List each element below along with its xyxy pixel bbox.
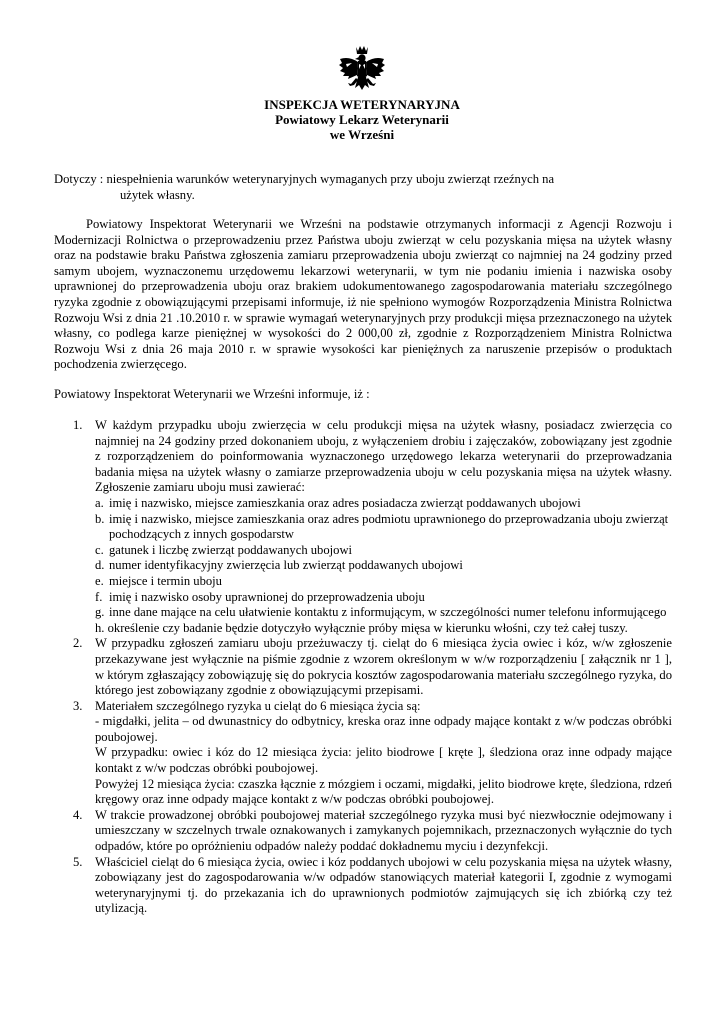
numbered-list	[54, 418, 672, 917]
sub-item-h: h. określenie czy badanie będzie dotyczyło wyłącznie próby mięsa w kierunku włośni, czy też całej tuszy.	[95, 620, 628, 635]
list-number: 1.	[73, 418, 83, 432]
subject-line-2: użytek własny.	[120, 187, 195, 202]
sub-letter: f.	[95, 589, 103, 604]
sub-item-a	[95, 496, 672, 512]
list-item-1	[54, 418, 672, 636]
sub-text: gatunek i liczbę zwierząt poddawanych ubojowi	[109, 542, 353, 557]
sub-item-c	[95, 543, 672, 559]
sub-item-e	[95, 574, 672, 590]
list-item-2	[54, 636, 672, 698]
institution-location: we Wrześni	[329, 127, 395, 142]
list-number: 4.	[73, 807, 83, 822]
polish-eagle-emblem	[337, 44, 387, 100]
sub-text: numer identyfikacyjny zwierzęcia lub zwierząt poddawanych ubojowi	[109, 558, 463, 573]
sub-item-f	[95, 590, 672, 606]
sub-letter: g.	[95, 605, 105, 620]
list-item-text: Materiałem szczególnego ryzyka u cieląt do 6 miesiąca życia są:	[95, 698, 421, 713]
institution-subtitle: Powiatowy Lekarz Weterynarii	[275, 112, 449, 127]
subject-line	[54, 172, 674, 203]
list-item-text: W przypadku zgłoszeń zamiaru uboju przeżuwaczy tj. cieląt do 6 miesiąca życia owiec i kóz, w/w zgłoszenie przekazywane jest wyłącznie na piśmie zgodnie z wzorem określonym w w/w rozporządzeniu [ załącznik nr 1 ], w którym zgłaszający zobowiązuję się do pokrycia kosztów zagospodarowania materiału szczególnego ryzyka, do którego jest zobowiązany zgodnie z obowiązującymi przepisami.	[95, 636, 672, 698]
sub-text: imię i nazwisko, miejsce zamieszkania oraz adres posiadacza zwierząt poddawanych ubojowi	[109, 495, 581, 510]
list-number: 5.	[73, 854, 83, 869]
informs-paragraph: Powiatowy Inspektorat Weterynarii we Wrześni informuje, iż :	[54, 387, 370, 401]
sub-item-b	[95, 512, 672, 543]
list-item-text-calves: - migdałki, jelita – od dwunastnicy do odbytnicy, kreska oraz inne odpady mające kontakt z w/w podczas obróbki poubojowej.	[95, 714, 672, 744]
intro-paragraph: Powiatowy Inspektorat Weterynarii we Wrześni na podstawie otrzymanych informacji z Agencji Rozwoju i Modernizacji Rolnictwa o przeprowadzeniu przez Państwa uboju zwierząt w celu pozyskania mięsa na użytek własny oraz na podstawie braku Państwa zgłoszenia zamiaru przeprowadzenia uboju zwierząt co najmniej na 24 godziny przed samym ubojem, wyznaczonemu urzędowemu lekarzowi weterynarii, w tym nie podaniu imienia i nazwiska osoby uprawnionej do przeprowadzenia uboju oraz brakiem udokumentowanego zagospodarowania materiału szczególnego ryzyka zgodnie z obowiązującymi przepisami informuje, iż nie spełniono wymogów Rozporządzenia Ministra Rolnictwa Rozwoju Wsi z dnia 21 .10.2010 r. w sprawie wymagań weterynaryjnych przy produkcji mięsa przeznaczonego na użytek własny, co podlega karze pieniężnej w wysokości do 2 000,00 zł, zgodnie z Rozporządzeniem Ministra Rolnictwa Rozwoju Wsi z dnia 26 maja 2010 r. w sprawie wysokości kar pieniężnych za naruszenie przepisów o produktach pochodzenia zwierzęcego.	[54, 217, 672, 372]
list-item-4	[54, 808, 672, 855]
sub-letter: c.	[95, 542, 104, 557]
sub-item-g	[95, 605, 672, 621]
list-item-text: W trakcie prowadzonej obróbki poubojowej materiał szczególnego ryzyka musi być niezwłocznie odejmowany i umieszczany w szczelnych trwale oznakowanych i zamykanych pojemnikach, przeznaczonych wyłącznie do tych odpadów, które po opróżnieniu odpadów należy poddać dokładnemu myciu i dezynfekcji.	[95, 807, 672, 854]
list-item-5	[54, 855, 672, 917]
sub-item-d	[95, 558, 672, 574]
sub-text: imię i nazwisko osoby uprawnionej do przeprowadzenia uboju	[109, 589, 425, 604]
list-item-text-over-12: Powyżej 12 miesiąca życia: czaszka łącznie z mózgiem i oczami, migdałki, jelito biodrowe kręte, śledziona, rdzeń kręgowy oraz inne odpady mające kontakt z w/w podczas obróbki poubojowej.	[95, 776, 672, 807]
list-item-text-sheep-goats: W przypadku: owiec i kóz do 12 miesiąca życia: jelito biodrowe [ kręte ], śledziona oraz inne odpady mające kontakt z w/w podczas obróbki poubojowej.	[95, 745, 672, 776]
list-number: 3.	[73, 698, 83, 713]
sub-letter: e.	[95, 573, 104, 588]
sub-text: inne dane mające na celu ułatwienie kontaktu z informującym, w szczególności numer telefonu informującego	[109, 605, 667, 620]
subject-line-1: Dotyczy : niespełnienia warunków weterynaryjnych wymaganych przy uboju zwierząt rzeźnych na	[54, 172, 555, 186]
list-item-text: W każdym przypadku uboju zwierzęcia w celu produkcji mięsa na użytek własny, posiadacz zwierzęcia co najmniej na 24 godziny przed dokonaniem uboju, z wyłączeniem drobiu i zajęczaków, zobowiązany jest zgodnie z rozporządzeniem do poinformowania wyznaczonego urzędowego lekarza weterynarii do przeprowadzania badania mięsa na użytek własny o zamiarze przeprowadzenia uboju w celu pozyskania mięsa na użytek własny. Zgłoszenie zamiaru uboju musi zawierać:	[95, 418, 672, 495]
sub-text: imię i nazwisko, miejsce zamieszkania oraz adres podmiotu uprawnionego do przeprowadzania uboju zwierząt pochodzących z innych gospodarstw	[109, 511, 669, 542]
sub-letter: a.	[95, 495, 104, 510]
list-item-3	[54, 699, 672, 808]
institution-name: INSPEKCJA WETERYNARYJNA	[264, 97, 460, 112]
sub-text: miejsce i termin uboju	[109, 573, 222, 588]
sub-letter: d.	[95, 558, 105, 573]
list-item-text: Właściciel cieląt do 6 miesiąca życia, owiec i kóz poddanych ubojowi w celu pozyskania mięsa na użytek własny, zobowiązany jest do zagospodarowania w/w odpadów stanowiących materiał kategorii I, zgodnie z wymogami weterynaryjnymi tj. do przekazania ich do uprawnionych podmiotów zajmujących się ich zbiórką czy też utylizacją.	[95, 854, 672, 916]
sub-letter: b.	[95, 511, 105, 526]
list-number: 2.	[73, 636, 83, 651]
